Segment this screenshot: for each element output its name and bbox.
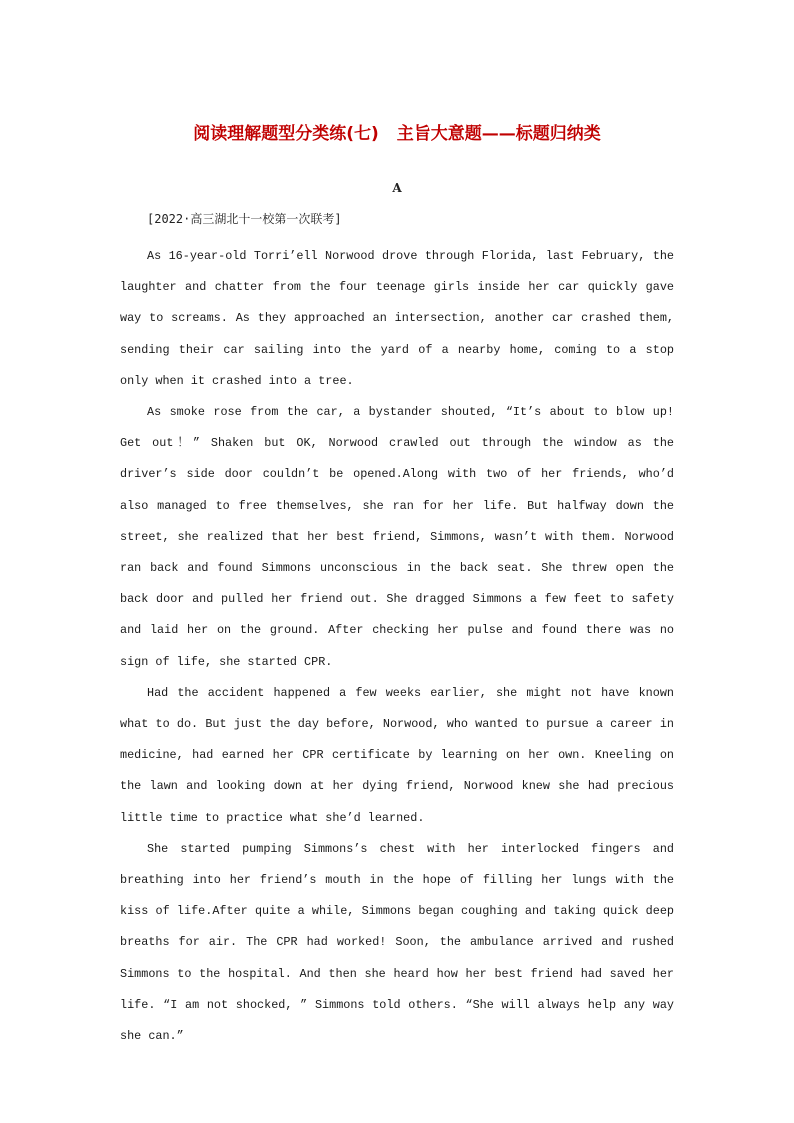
page-title (0, 122, 794, 146)
passage-body (120, 241, 674, 1052)
paragraph: She started pumping Simmons’s chest with her interlocked fingers and breathing into her friend’s mouth in the hope of filling her lungs with the kiss of life.After quite a while, Simmons began coughing and taking quick deep breaths for air. The CPR had worked! Soon, the ambulance arrived and rushed Simmons to the hospital. And then she heard how her best friend had saved her life. “I am not shocked, ” Simmons told others. “She will always help any way she can.” (120, 841, 674, 1044)
source-citation: [2022·高三湖北十一校第一次联考] (147, 212, 342, 226)
title-series: 阅读理解题型分类练(七) (193, 124, 379, 144)
section-label: A (392, 181, 402, 195)
paragraph: As smoke rose from the car, a bystander shouted, “It’s about to blow up! Get out！” Shaken but OK, Norwood crawled out through the window as the driver’s side door couldn’t be opened.Along with two of her friends, who’d also managed to free themselves, she ran for her life. But halfway down the street, she realized that her best friend, Simmons, wasn’t with them. Norwood ran back and found Simmons unconscious in the back seat. She threw open the back door and pulled her friend out. She dragged Simmons a few feet to safety and laid her on the ground. After checking her pulse and found there was no sign of life, she started CPR. (120, 405, 674, 669)
paragraph: As 16-year-old Torri’ell Norwood drove through Florida, last February, the laughter and chatter from the four teenage girls inside her car quickly gave way to screams. As they approached an intersection, another car crashed them, sending their car sailing into the yard of a nearby home, coming to a stop only when it crashed into a tree. (120, 249, 674, 388)
title-topic: 主旨大意题——标题归纳类 (396, 124, 601, 144)
paragraph: Had the accident happened a few weeks earlier, she might not have known what to do. But just the day before, Norwood, who wanted to pursue a career in medicine, had earned her CPR certificate by learning on her own. Kneeling on the lawn and looking down at her dying friend, Norwood knew she had precious little time to practice what she’d learned. (120, 685, 674, 825)
